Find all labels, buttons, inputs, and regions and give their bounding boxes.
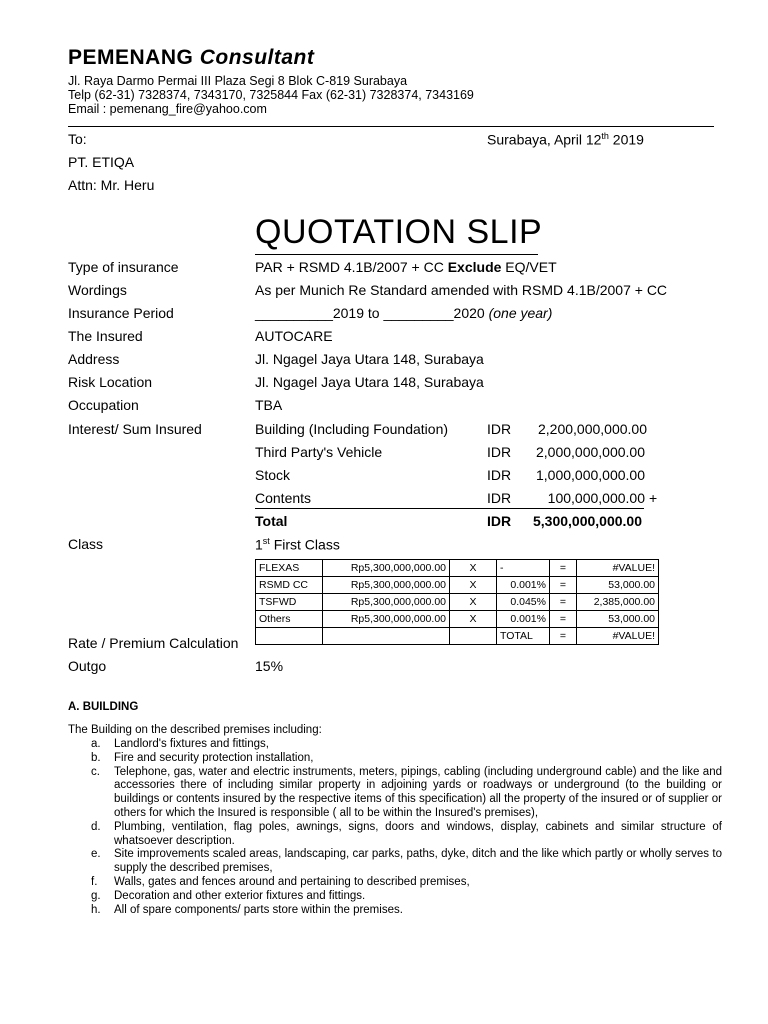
table-cell: Rp5,300,000,000.00 [323,594,450,611]
table-cell: 0.045% [497,594,550,611]
table-cell: 53,000.00 [577,611,659,628]
address-label: Address [68,351,120,367]
premium-table [255,559,659,645]
title-underline [255,254,538,255]
table-cell: = [550,577,577,594]
sum-item-currency: IDR [487,490,512,506]
class-value: 1st First Class [255,536,340,553]
period-label: Insurance Period [68,305,174,321]
sum-item-currency: IDR [487,421,512,437]
recipient-attn: Attn: Mr. Heru [68,177,155,193]
outgo-label: Outgo [68,658,107,674]
list-item: e. Site improvements scaled areas, landscaping, car parks, paths, dyke, ditch and the like which partly or wholly serves to supply the described premises, [91,848,722,875]
table-cell: Rp5,300,000,000.00 [323,611,450,628]
table-cell: FLEXAS [256,560,323,577]
list-item: g. Decoration and other exterior fixtures and fittings. [91,889,366,902]
table-cell: 0.001% [497,611,550,628]
letterhead-divider [68,126,714,127]
risk-location-value: Jl. Ngagel Jaya Utara 148, Surabaya [255,374,484,390]
type-label: Type of insurance [68,259,179,275]
sum-divider [255,508,644,509]
sum-plus-sign: + [649,490,658,506]
section-a-title: A. BUILDING [68,701,139,713]
table-cell: RSMD CC [256,577,323,594]
table-row [256,577,659,594]
table-cell: #VALUE! [577,628,659,645]
table-row [256,628,659,645]
interest-label: Interest/ Sum Insured [68,421,202,437]
list-item: b. Fire and security protection installation, [91,751,314,764]
to-label: To: [68,131,87,147]
table-cell: #VALUE! [577,560,659,577]
table-cell: Rp5,300,000,000.00 [323,560,450,577]
table-cell [450,628,497,645]
table-row [256,611,659,628]
insured-label: The Insured [68,328,143,344]
list-item: d. Plumbing, ventilation, flag poles, awnings, signs, doors and windows, display, cabinets and similar structure of whatsoever description. [91,820,722,847]
wordings-value: As per Munich Re Standard amended with RSMD 4.1B/2007 + CC [255,282,668,298]
sum-total-label: Total [255,513,288,529]
sum-item-currency: IDR [487,444,512,460]
document-title: QUOTATION SLIP [255,213,543,251]
table-cell: = [550,628,577,645]
sum-item-amount: 100,000,000.00 [547,490,645,506]
table-cell: = [550,594,577,611]
company-phone: Telp (62-31) 7328374, 7343170, 7325844 Fax (62-31) 7328374, 7343169 [68,88,474,102]
table-cell [256,628,323,645]
occupation-value: TBA [255,397,283,413]
table-cell: Others [256,611,323,628]
table-cell: - [497,560,550,577]
letter-date: Surabaya, April 12th 2019 [487,131,644,148]
class-label: Class [68,536,104,552]
company-name-main: PEMENANG [68,46,194,69]
sum-item-name: Third Party's Vehicle [255,444,383,460]
sum-item-currency: IDR [487,467,512,483]
recipient-company: PT. ETIQA [68,154,135,170]
building-list [68,738,722,917]
sum-item-amount: 1,000,000,000.00 [536,467,645,483]
table-cell: X [450,611,497,628]
table-cell [323,628,450,645]
company-name [68,46,314,70]
company-email: Email : pemenang_fire@yahoo.com [68,102,267,116]
insured-value: AUTOCARE [255,328,333,344]
table-cell: 2,385,000.00 [577,594,659,611]
table-cell: Rp5,300,000,000.00 [323,577,450,594]
type-value: PAR + RSMD 4.1B/2007 + CC Exclude EQ/VET [255,259,557,275]
table-row [256,560,659,577]
sum-item-name: Building (Including Foundation) [255,421,449,437]
sum-total-amount: 5,300,000,000.00 [533,513,642,529]
list-item: h. All of spare components/ parts store within the premises. [91,903,403,916]
list-item: c. Telephone, gas, water and electric instruments, meters, pipings, cabling (including underground cable) and the like and accessories there of including similar property in adjoining yards or roadways or underground (to the building or buildings or contents insured by the respective items of this specification) all the property of the insured or of supplier or others for which the Insured is responsible ( all to be within the Insured's premises), [91,765,722,819]
sum-item-name: Stock [255,467,291,483]
table-cell: TOTAL [497,628,550,645]
occupation-label: Occupation [68,397,139,413]
table-cell: X [450,577,497,594]
risk-location-label: Risk Location [68,374,153,390]
list-item: a. Landlord's fixtures and fittings, [91,738,269,750]
rate-label: Rate / Premium Calculation [68,635,239,651]
address-value: Jl. Ngagel Jaya Utara 148, Surabaya [255,351,484,367]
table-cell: TSFWD [256,594,323,611]
list-item: f. Walls, gates and fences around and pertaining to described premises, [91,875,470,888]
sum-item-name: Contents [255,490,312,506]
outgo-value: 15% [255,658,284,674]
table-cell: 0.001% [497,577,550,594]
sum-item-amount: 2,000,000,000.00 [536,444,645,460]
table-cell: X [450,560,497,577]
sum-total-currency: IDR [487,513,512,529]
table-cell: 53,000.00 [577,577,659,594]
company-address: Jl. Raya Darmo Permai III Plaza Segi 8 Blok C-819 Surabaya [68,74,408,88]
table-row [256,594,659,611]
sum-item-amount: 2,200,000,000.00 [538,421,647,437]
section-a-intro: The Building on the described premises including: [68,724,322,736]
table-cell: X [450,594,497,611]
table-cell: = [550,611,577,628]
table-cell: = [550,560,577,577]
company-name-suffix: Consultant [199,46,315,69]
wordings-label: Wordings [68,282,127,298]
period-value: __________2019 to _________2020 (one year) [255,305,553,321]
